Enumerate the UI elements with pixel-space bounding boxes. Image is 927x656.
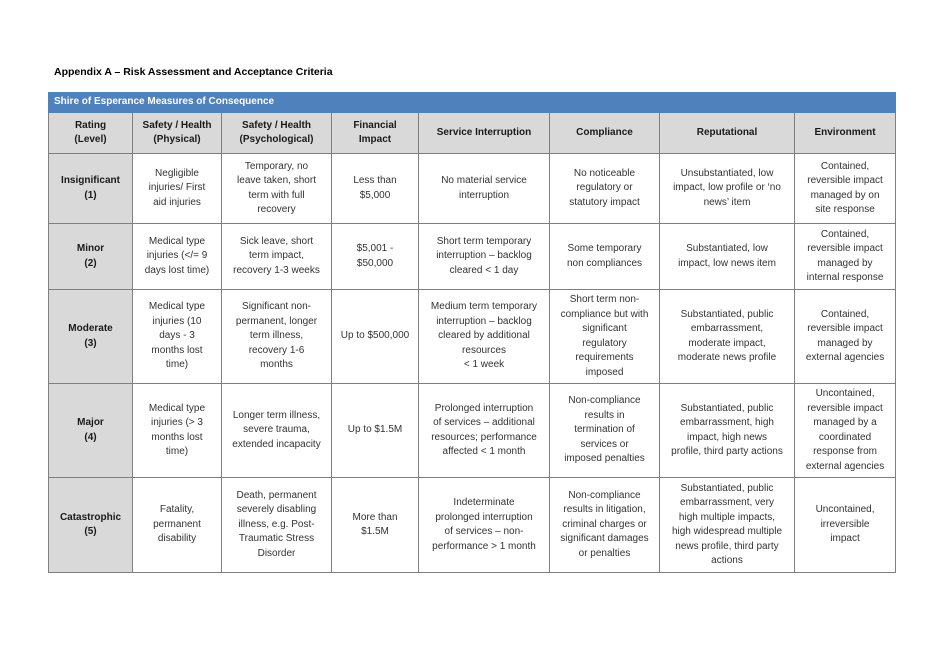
table-cell: Substantiated, public embarrassment, very high multiple impacts, high widespread multiple news profile, third party actions (660, 478, 795, 573)
table-cell: Fatality, permanent disability (133, 478, 222, 573)
table-cell: Up to $1.5M (332, 384, 419, 478)
table-row (49, 478, 896, 573)
table-cell: Negligible injuries/ First aid injuries (133, 154, 222, 224)
table-cell: Contained, reversible impact managed by external agencies (795, 290, 896, 384)
table-row (49, 224, 896, 290)
table-cell: Uncontained, reversible impact managed by a coordinated response from external agencies (795, 384, 896, 478)
column-header: Rating (Level) (49, 113, 133, 154)
table-cell: Sick leave, short term impact, recovery 1-3 weeks (222, 224, 332, 290)
table-cell: Temporary, no leave taken, short term with full recovery (222, 154, 332, 224)
column-header: Reputational (660, 113, 795, 154)
table-cell: More than $1.5M (332, 478, 419, 573)
table-title: Shire of Esperance Measures of Consequence (49, 93, 896, 113)
header-row (49, 113, 896, 154)
table-cell: Substantiated, public embarrassment, high impact, high news profile, third party actions (660, 384, 795, 478)
table-cell: Contained, reversible impact managed by internal response (795, 224, 896, 290)
table-cell: Indeterminate prolonged interruption of services – non- performance > 1 month (419, 478, 550, 573)
table-banner (49, 93, 896, 113)
table-row (49, 384, 896, 478)
table-cell: Medical type injuries (> 3 months lost time) (133, 384, 222, 478)
table-cell: Up to $500,000 (332, 290, 419, 384)
consequence-table (48, 92, 896, 573)
table-cell: Longer term illness, severe trauma, extended incapacity (222, 384, 332, 478)
rating-level: Moderate (3) (49, 290, 133, 384)
column-header: Compliance (550, 113, 660, 154)
table-row (49, 290, 896, 384)
column-header: Environment (795, 113, 896, 154)
table-cell: Unsubstantiated, low impact, low profile or ‘no news’ item (660, 154, 795, 224)
table-cell: Some temporary non compliances (550, 224, 660, 290)
rating-level: Major (4) (49, 384, 133, 478)
table-row (49, 154, 896, 224)
column-header: Safety / Health (Psychological) (222, 113, 332, 154)
rating-level: Minor (2) (49, 224, 133, 290)
table-cell: No material service interruption (419, 154, 550, 224)
rating-level: Catastrophic (5) (49, 478, 133, 573)
rating-level: Insignificant (1) (49, 154, 133, 224)
table-cell: No noticeable regulatory or statutory impact (550, 154, 660, 224)
document-title: Appendix A – Risk Assessment and Acceptance Criteria (54, 66, 333, 78)
table-cell: Significant non- permanent, longer term illness, recovery 1-6 months (222, 290, 332, 384)
table-cell: Substantiated, low impact, low news item (660, 224, 795, 290)
table-cell: Death, permanent severely disabling illness, e.g. Post- Traumatic Stress Disorder (222, 478, 332, 573)
table-cell: Short term temporary interruption – backlog cleared < 1 day (419, 224, 550, 290)
column-header: Service Interruption (419, 113, 550, 154)
table-cell: Non-compliance results in termination of services or imposed penalties (550, 384, 660, 478)
table-cell: Medium term temporary interruption – backlog cleared by additional resources < 1 week (419, 290, 550, 384)
column-header: Financial Impact (332, 113, 419, 154)
table-cell: Less than $5,000 (332, 154, 419, 224)
table-cell: Prolonged interruption of services – additional resources; performance affected < 1 month (419, 384, 550, 478)
table-cell: $5,001 - $50,000 (332, 224, 419, 290)
table-cell: Medical type injuries (10 days - 3 months lost time) (133, 290, 222, 384)
table-cell: Medical type injuries (</= 9 days lost time) (133, 224, 222, 290)
table-cell: Uncontained, irreversible impact (795, 478, 896, 573)
table-cell: Non-compliance results in litigation, criminal charges or significant damages or penalties (550, 478, 660, 573)
table-cell: Substantiated, public embarrassment, moderate impact, moderate news profile (660, 290, 795, 384)
table-cell: Short term non- compliance but with significant regulatory requirements imposed (550, 290, 660, 384)
table-cell: Contained, reversible impact managed by on site response (795, 154, 896, 224)
column-header: Safety / Health (Physical) (133, 113, 222, 154)
